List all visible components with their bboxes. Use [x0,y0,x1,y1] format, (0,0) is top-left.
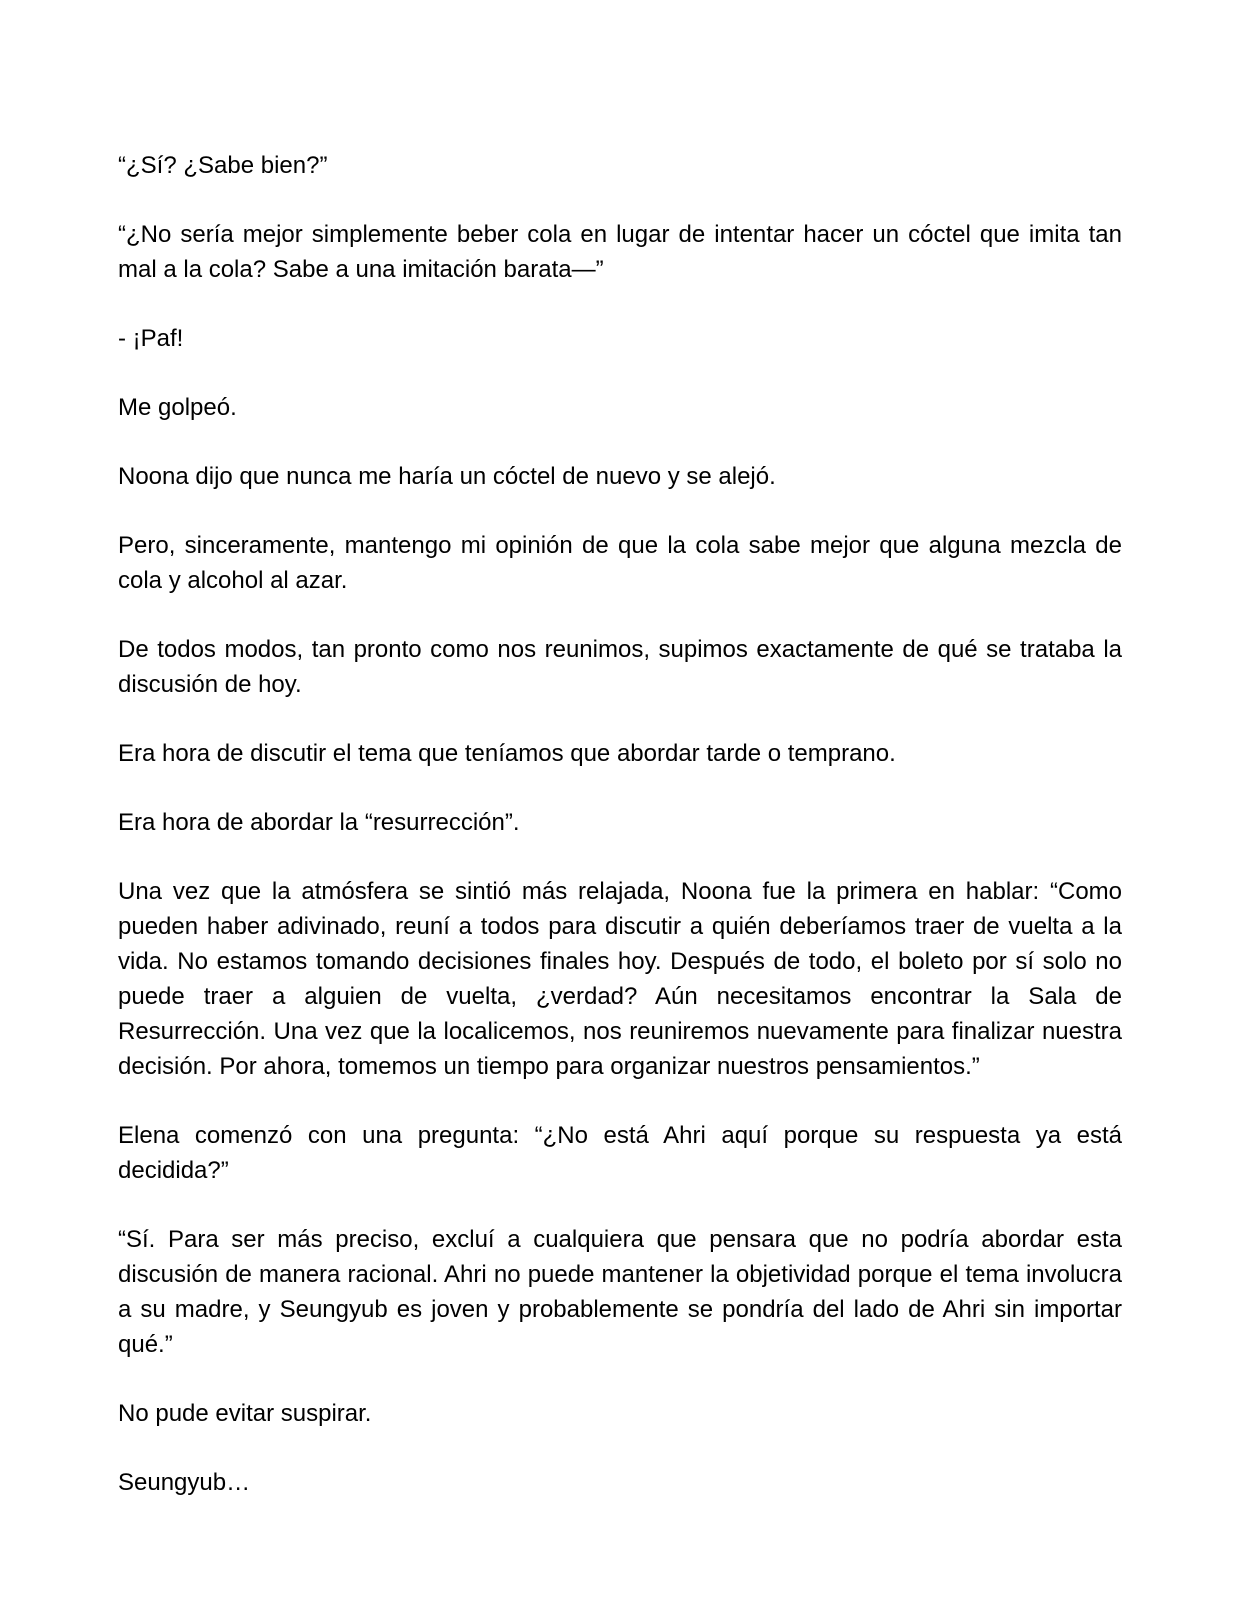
paragraph: “Sí. Para ser más preciso, excluí a cualquiera que pensara que no podría abordar esta discusión de manera racional. Ahri no puede mantener la objetividad porque el tema involucra a su madre, y Seungyub es joven y probablemente se pondría del lado de Ahri sin importar qué.” [118,1226,1122,1358]
paragraph: Era hora de abordar la “resurrección”. [118,809,520,836]
paragraph: “¿No sería mejor simplemente beber cola en lugar de intentar hacer un cóctel que imita tan mal a la cola? Sabe a una imitación barata—” [118,221,1122,283]
paragraph: No pude evitar suspirar. [118,1400,372,1427]
document-body [118,148,1122,1534]
paragraph: Seungyub… [118,1469,251,1496]
paragraph: Una vez que la atmósfera se sintió más relajada, Noona fue la primera en hablar: “Como pueden haber adivinado, reuní a todos para discutir a quién deberíamos traer de vuelta a la vida. No estamos tomando decisiones finales hoy. Después de todo, el boleto por sí solo no puede traer a alguien de vuelta, ¿verdad? Aún necesitamos encontrar la Sala de Resurrección. Una vez que la localicemos, nos reuniremos nuevamente para finalizar nuestra decisión. Por ahora, tomemos un tiempo para organizar nuestros pensamientos.” [118,878,1122,1080]
paragraph: “¿Sí? ¿Sabe bien?” [118,152,328,179]
paragraph: De todos modos, tan pronto como nos reunimos, supimos exactamente de qué se trataba la discusión de hoy. [118,636,1122,698]
paragraph: - ¡Paf! [118,325,184,352]
paragraph: Me golpeó. [118,394,237,421]
paragraph: Noona dijo que nunca me haría un cóctel de nuevo y se alejó. [118,463,776,490]
paragraph: Era hora de discutir el tema que teníamos que abordar tarde o temprano. [118,740,896,767]
paragraph: Elena comenzó con una pregunta: “¿No está Ahri aquí porque su respuesta ya está decidida?” [118,1122,1122,1184]
paragraph: Pero, sinceramente, mantengo mi opinión de que la cola sabe mejor que alguna mezcla de cola y alcohol al azar. [118,532,1122,594]
